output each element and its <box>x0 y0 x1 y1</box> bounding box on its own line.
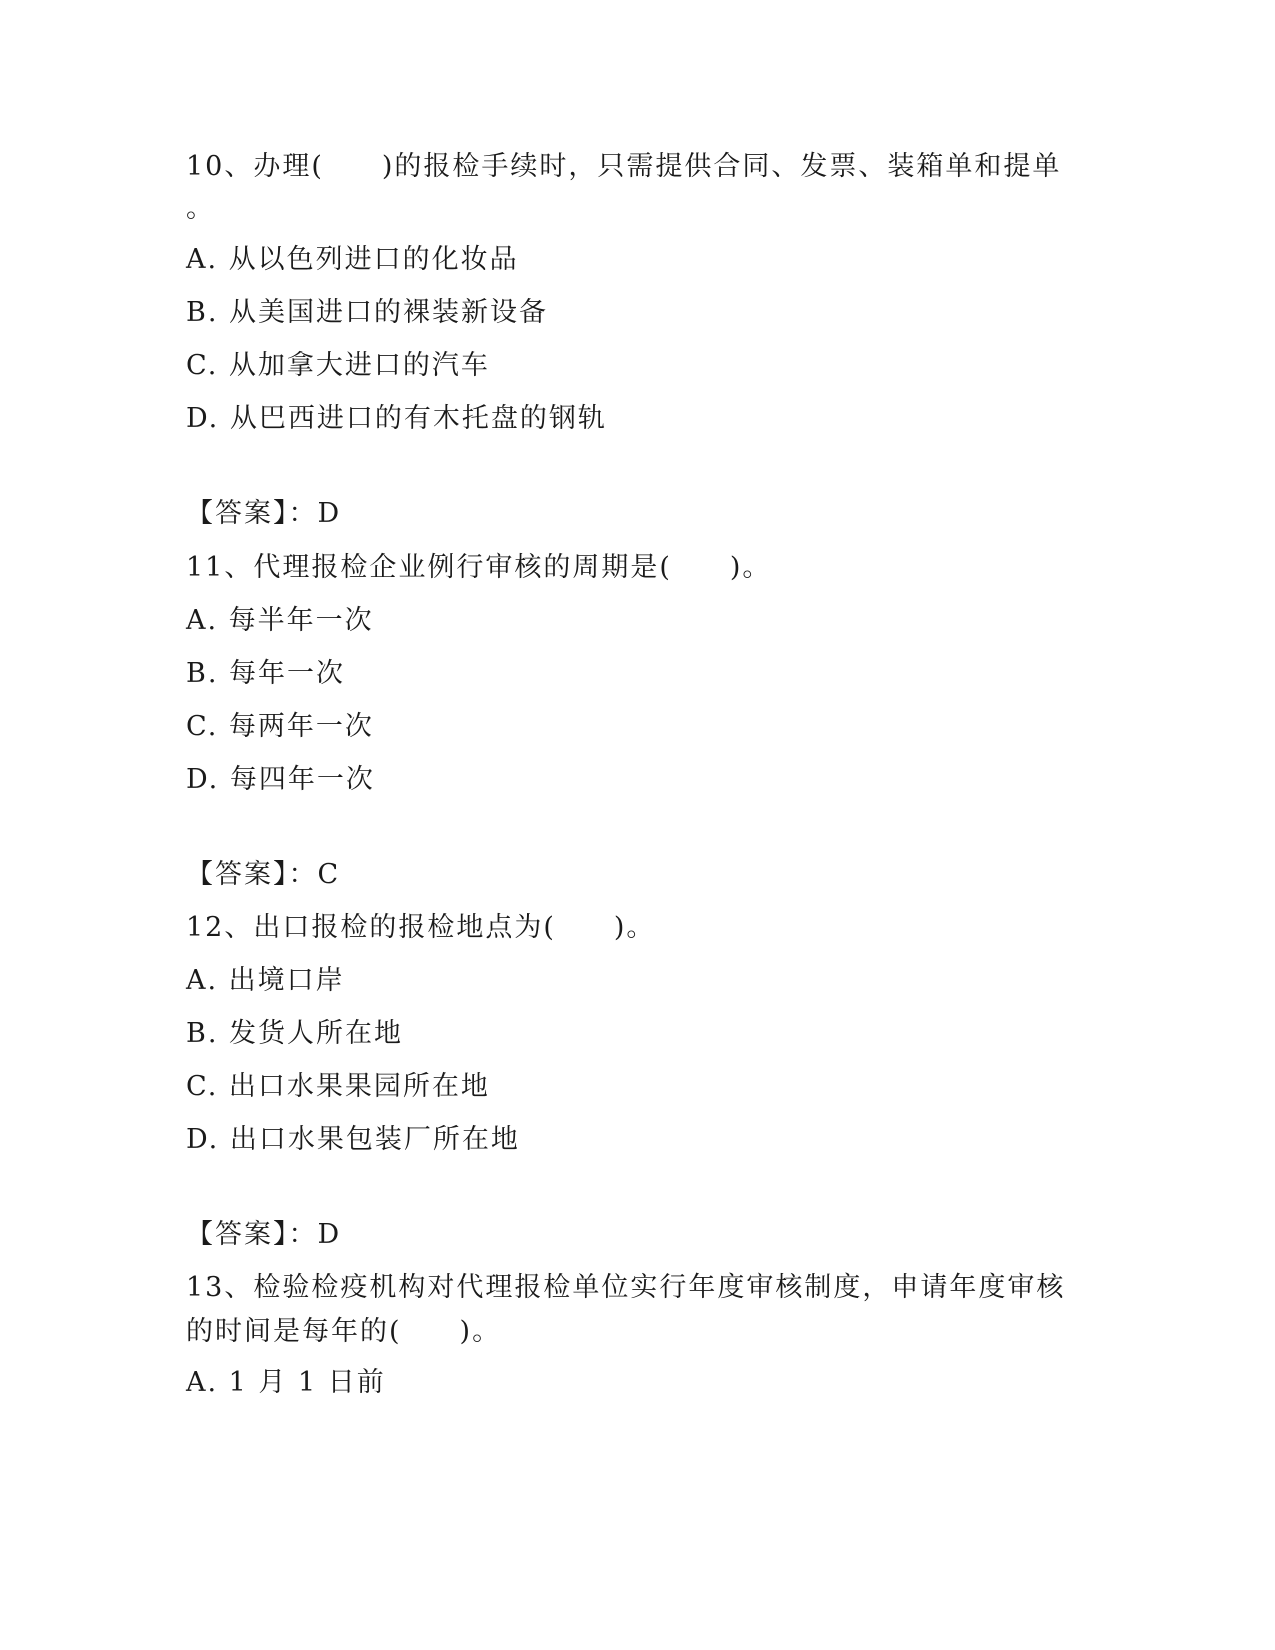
question-11-option-d: D. 每四年一次 <box>186 764 375 795</box>
question-12-answer: 【答案】：D <box>186 1219 342 1250</box>
question-10-option-c: C. 从加拿大进口的汽车 <box>186 350 490 381</box>
question-12-option-d: D. 出口水果包装厂所在地 <box>186 1124 520 1155</box>
question-11-option-c: C. 每两年一次 <box>186 711 374 742</box>
question-10-answer: 【答案】：D <box>186 498 342 529</box>
question-12-stem-line-1: 12、出口报检的报检地点为( )。 <box>186 912 656 943</box>
question-13-option-a: A. 1 月 1 日前 <box>186 1367 386 1398</box>
question-11-option-b: B. 每年一次 <box>186 658 346 689</box>
question-11-option-a: A. 每半年一次 <box>186 605 374 636</box>
question-10-stem-line-2: 。 <box>186 193 215 224</box>
question-10-option-b: B. 从美国进口的裸装新设备 <box>186 297 549 328</box>
question-11-answer: 【答案】：C <box>186 859 341 890</box>
question-13-stem-line-1: 13、检验检疫机构对代理报检单位实行年度审核制度，申请年度审核 <box>186 1272 1066 1303</box>
question-11-stem-line-1: 11、代理报检企业例行审核的周期是( )。 <box>186 552 772 583</box>
question-12-option-a: A. 出境口岸 <box>186 965 345 996</box>
question-12-option-b: B. 发货人所在地 <box>186 1018 404 1049</box>
question-10-option-d: D. 从巴西进口的有木托盘的钢轨 <box>186 403 607 434</box>
question-10-option-a: A. 从以色列进口的化妆品 <box>186 244 519 275</box>
question-12-option-c: C. 出口水果果园所在地 <box>186 1071 490 1102</box>
question-10-stem-line-1: 10、办理( )的报检手续时，只需提供合同、发票、装箱单和提单 <box>186 151 1062 182</box>
question-13-stem-line-2: 的时间是每年的( )。 <box>186 1316 502 1347</box>
